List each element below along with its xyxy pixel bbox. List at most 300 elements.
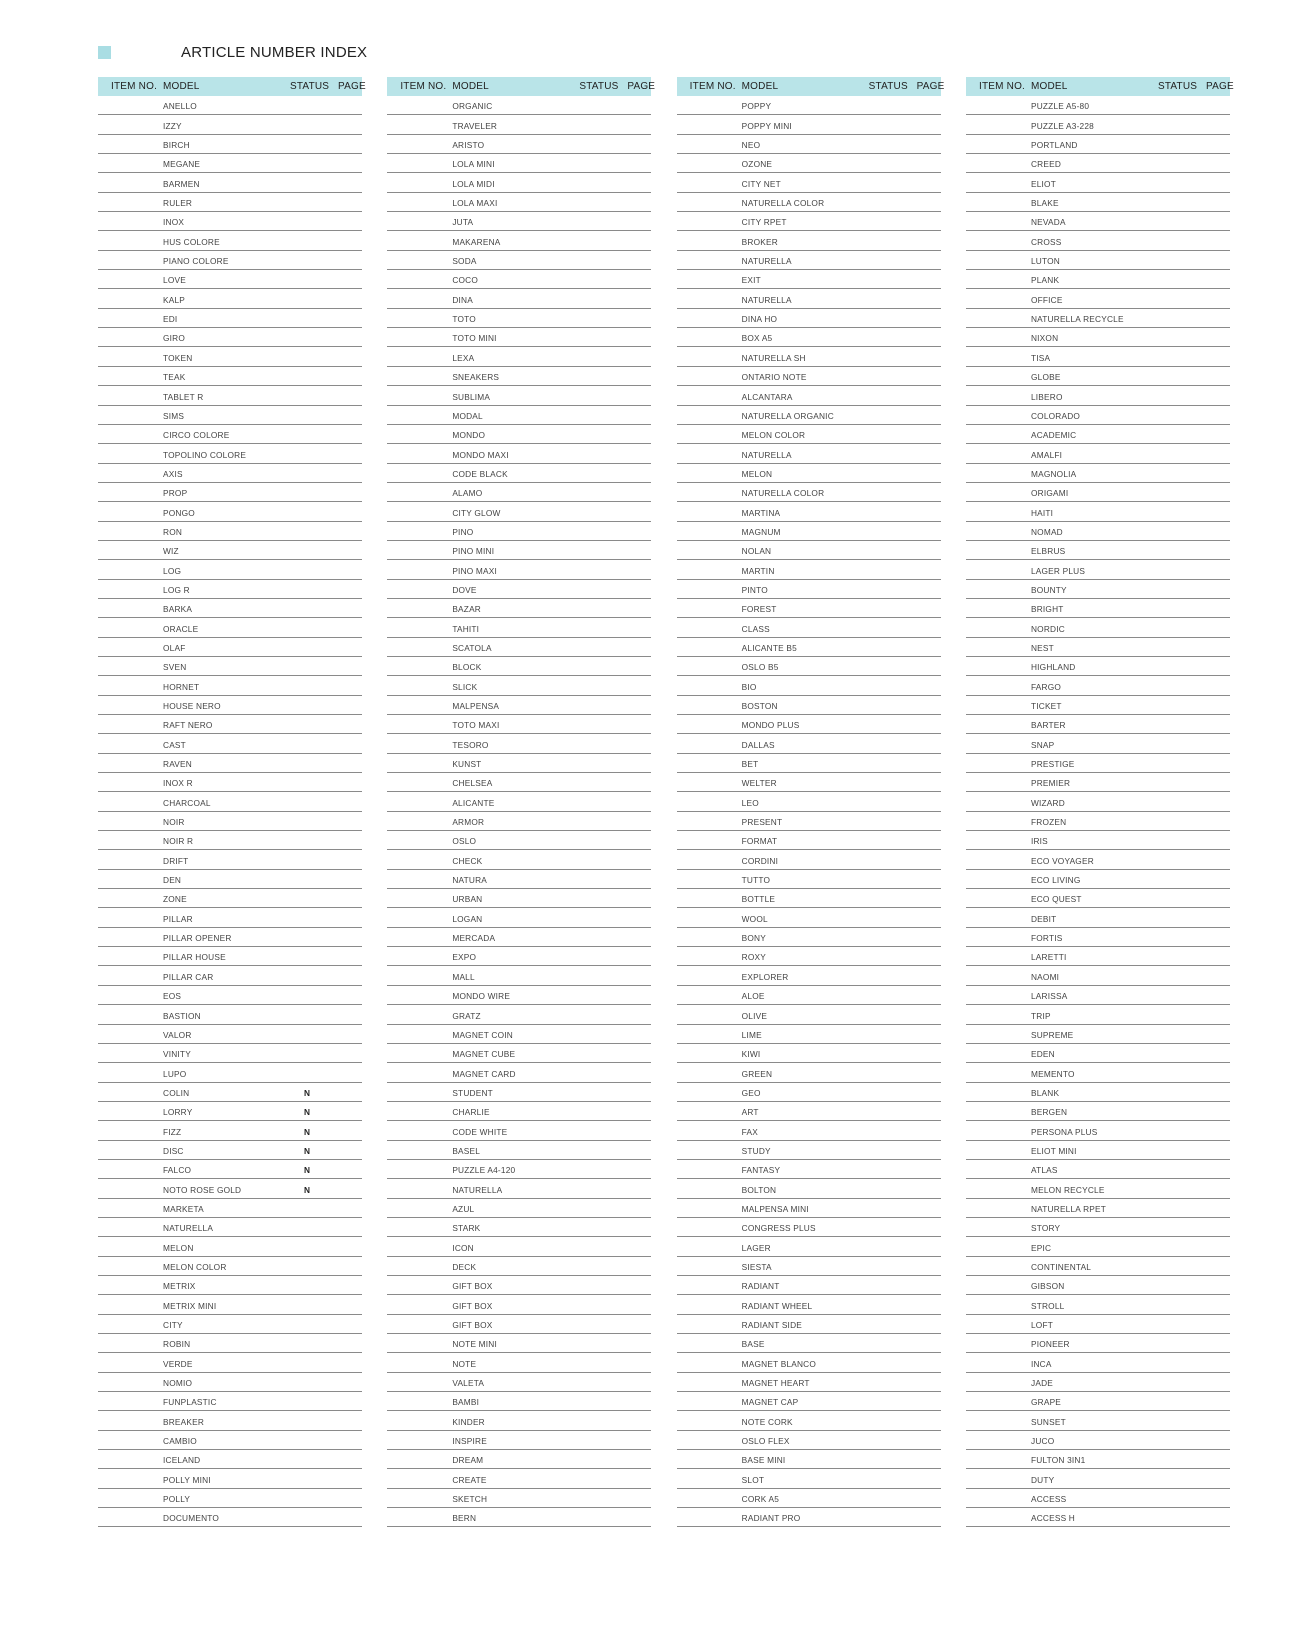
- table-row: [966, 1121, 1230, 1140]
- table-row: [966, 1392, 1230, 1411]
- model-cell: CHECK: [452, 855, 483, 866]
- table-row: [98, 560, 362, 579]
- model-cell: MAGNET CAP: [741, 1397, 799, 1408]
- model-cell: BOTTLE: [741, 894, 776, 905]
- table-row: [677, 347, 941, 366]
- model-cell: LOLA MIDI: [452, 178, 495, 189]
- model-cell: NATURELLA RPET: [1030, 1203, 1107, 1214]
- model-cell: FAX: [741, 1126, 758, 1137]
- table-row: [387, 135, 651, 154]
- model-cell: BASEL: [452, 1145, 481, 1156]
- model-cell: FIZZ: [163, 1126, 182, 1137]
- header-page: PAGE: [627, 81, 656, 92]
- model-cell: SLOT: [741, 1474, 765, 1485]
- model-cell: TOPOLINO COLORE: [163, 449, 247, 460]
- model-cell: LOFT: [1030, 1320, 1053, 1330]
- table-row: [677, 1102, 941, 1121]
- model-cell: DEBIT: [1030, 913, 1057, 924]
- model-cell: PERSONA PLUS: [1030, 1126, 1098, 1137]
- model-cell: OSLO FLEX: [741, 1436, 790, 1447]
- table-row: [966, 1102, 1230, 1121]
- table-row: [677, 773, 941, 792]
- table-row: [966, 676, 1230, 695]
- table-row: [387, 406, 651, 425]
- table-row: [966, 173, 1230, 192]
- table-row: [387, 1083, 651, 1102]
- table-row: [677, 638, 941, 657]
- model-cell: CHARLIE: [452, 1107, 490, 1118]
- model-cell: CREATE: [452, 1474, 487, 1485]
- model-cell: NOTE MINI: [452, 1339, 497, 1350]
- table-row: [677, 734, 941, 753]
- table-row: [966, 154, 1230, 173]
- model-cell: CIRCO COLORE: [163, 430, 230, 441]
- model-cell: DECK: [452, 1261, 477, 1272]
- model-cell: PILLAR: [163, 913, 193, 924]
- model-cell: PILLAR HOUSE: [163, 952, 226, 963]
- table-row: [98, 1102, 362, 1121]
- model-cell: MELON RECYCLE: [1030, 1184, 1105, 1195]
- model-cell: MALPENSA MINI: [741, 1203, 809, 1214]
- table-row: [677, 425, 941, 444]
- model-cell: KALP: [163, 294, 186, 305]
- table-row: [966, 1005, 1230, 1024]
- table-row: [98, 1508, 362, 1527]
- model-cell: LUPO: [163, 1068, 187, 1079]
- table-row: [387, 696, 651, 715]
- model-cell: MONDO MAXI: [452, 449, 509, 460]
- table-row: [677, 483, 941, 502]
- table-row: [677, 1469, 941, 1488]
- table-row: [966, 1063, 1230, 1082]
- model-cell: ACCESS: [1030, 1494, 1067, 1505]
- table-row: [966, 889, 1230, 908]
- model-cell: CAMBIO: [163, 1436, 197, 1447]
- table-row: [387, 347, 651, 366]
- model-cell: LOLA MINI: [452, 159, 495, 170]
- model-cell: AMALFI: [1030, 449, 1063, 460]
- table-row: [98, 1469, 362, 1488]
- model-cell: LOLA MAXI: [452, 198, 498, 209]
- model-cell: NATURA: [452, 875, 488, 886]
- model-cell: FULTON 3IN1: [1030, 1455, 1086, 1466]
- table-row: [98, 251, 362, 270]
- table-row: [98, 1295, 362, 1314]
- table-row: [98, 1315, 362, 1334]
- column-header: [966, 77, 1234, 96]
- model-cell: WELTER: [741, 778, 777, 789]
- model-cell: RAFT NERO: [163, 720, 213, 731]
- column-header: [677, 77, 945, 96]
- table-row: [98, 367, 362, 386]
- model-cell: FOREST: [741, 604, 777, 615]
- table-row: [98, 347, 362, 366]
- table-row: [677, 289, 941, 308]
- table-row: [387, 870, 651, 889]
- table-row: [98, 1025, 362, 1044]
- table-row: [98, 328, 362, 347]
- model-cell: SUBLIMA: [452, 391, 491, 402]
- table-row: [98, 831, 362, 850]
- table-row: [387, 618, 651, 637]
- table-row: [677, 541, 941, 560]
- table-row: [98, 850, 362, 869]
- model-cell: NIXON: [1030, 333, 1059, 344]
- table-row: [387, 464, 651, 483]
- model-cell: PROP: [163, 488, 188, 499]
- model-cell: SUNSET: [1030, 1416, 1066, 1427]
- model-cell: NATURELLA ORGANIC: [741, 410, 834, 421]
- model-cell: MODAL: [452, 410, 483, 421]
- table-row: [98, 1276, 362, 1295]
- model-cell: WIZ: [163, 546, 179, 557]
- table-row: [98, 96, 362, 115]
- table-row: [387, 444, 651, 463]
- model-cell: TESORO: [452, 739, 489, 750]
- model-cell: MEGANE: [163, 159, 201, 170]
- model-cell: ORACLE: [163, 623, 199, 634]
- page-title: ARTICLE NUMBER INDEX: [181, 44, 368, 61]
- table-row: [966, 1257, 1230, 1276]
- model-cell: FUNPLASTIC: [163, 1397, 217, 1408]
- model-cell: MELON COLOR: [741, 430, 806, 441]
- table-row: [677, 908, 941, 927]
- table-row: [677, 1237, 941, 1256]
- table-row: [677, 96, 941, 115]
- model-cell: LAGER: [741, 1242, 771, 1253]
- model-cell: METRIX MINI: [163, 1300, 217, 1311]
- table-row: [98, 309, 362, 328]
- model-cell: SIMS: [163, 410, 185, 421]
- table-row: [677, 1218, 941, 1237]
- model-cell: ROBIN: [163, 1339, 191, 1350]
- table-row: [966, 1160, 1230, 1179]
- table-row: [387, 386, 651, 405]
- model-cell: GIFT BOX: [452, 1320, 493, 1330]
- model-cell: DOVE: [452, 584, 477, 595]
- model-cell: RON: [163, 526, 183, 537]
- table-row: [98, 754, 362, 773]
- model-cell: JUCO: [1030, 1436, 1055, 1447]
- table-row: [966, 986, 1230, 1005]
- table-row: [98, 1160, 362, 1179]
- status-cell: N: [304, 1184, 311, 1195]
- column-header: [98, 77, 366, 96]
- table-row: [966, 734, 1230, 753]
- model-cell: BERN: [452, 1513, 477, 1524]
- table-row: [966, 289, 1230, 308]
- model-cell: KINDER: [452, 1416, 485, 1427]
- model-cell: NATURELLA RECYCLE: [1030, 314, 1124, 325]
- model-cell: COCO: [452, 275, 479, 286]
- table-row: [387, 154, 651, 173]
- table-row: [677, 1276, 941, 1295]
- model-cell: DUTY: [1030, 1474, 1055, 1485]
- model-cell: DINA: [452, 294, 473, 305]
- model-cell: CITY RPET: [741, 217, 787, 228]
- model-cell: EXIT: [741, 275, 761, 286]
- model-cell: COLORADO: [1030, 410, 1081, 421]
- table-row: [387, 1334, 651, 1353]
- model-cell: GIFT BOX: [452, 1300, 493, 1311]
- table-row: [966, 502, 1230, 521]
- table-row: [966, 406, 1230, 425]
- table-row: [966, 947, 1230, 966]
- model-cell: RADIANT WHEEL: [741, 1300, 813, 1311]
- table-row: [677, 966, 941, 985]
- model-cell: INOX: [163, 217, 185, 228]
- model-cell: FORMAT: [741, 836, 778, 847]
- status-cell: N: [304, 1165, 311, 1176]
- table-row: [677, 1295, 941, 1314]
- model-cell: GLOBE: [1030, 372, 1061, 383]
- model-cell: FARGO: [1030, 681, 1062, 692]
- table-row: [966, 1411, 1230, 1430]
- table-row: [966, 115, 1230, 134]
- model-cell: NATURELLA: [741, 256, 792, 267]
- table-row: [98, 773, 362, 792]
- model-cell: ICON: [452, 1242, 474, 1253]
- table-row: [677, 812, 941, 831]
- table-row: [677, 870, 941, 889]
- model-cell: METRIX: [163, 1281, 196, 1292]
- model-cell: BOUNTY: [1030, 584, 1067, 595]
- model-cell: MELON: [741, 468, 773, 479]
- table-row: [677, 309, 941, 328]
- table-row: [677, 1392, 941, 1411]
- model-cell: ICELAND: [163, 1455, 201, 1466]
- model-cell: LAGER PLUS: [1030, 565, 1086, 576]
- model-cell: IRIS: [1030, 836, 1048, 847]
- table-row: [98, 115, 362, 134]
- table-row: [98, 792, 362, 811]
- model-cell: PRESTIGE: [1030, 759, 1075, 770]
- table-row: [387, 676, 651, 695]
- model-cell: PILLAR OPENER: [163, 933, 232, 944]
- header-page: PAGE: [1205, 81, 1234, 92]
- model-cell: BROKER: [741, 236, 778, 247]
- table-row: [966, 270, 1230, 289]
- table-row: [98, 289, 362, 308]
- model-cell: IZZY: [163, 120, 182, 131]
- model-cell: EDI: [163, 314, 178, 325]
- table-row: [98, 618, 362, 637]
- table-row: [98, 1353, 362, 1372]
- table-row: [966, 580, 1230, 599]
- table-row: [98, 464, 362, 483]
- model-cell: MAGNET CARD: [452, 1068, 516, 1079]
- model-cell: URBAN: [452, 894, 483, 905]
- table-row: [966, 483, 1230, 502]
- table-row: [98, 1489, 362, 1508]
- model-cell: ROXY: [741, 952, 766, 963]
- table-row: [677, 715, 941, 734]
- table-row: [387, 1315, 651, 1334]
- model-cell: PUZZLE A3-228: [1030, 120, 1094, 131]
- model-cell: AXIS: [163, 468, 183, 479]
- model-cell: OZONE: [741, 159, 773, 170]
- model-cell: NOTE: [452, 1358, 477, 1369]
- model-cell: TISA: [1030, 352, 1051, 363]
- model-cell: POPPY: [741, 101, 772, 112]
- table-row: [677, 1025, 941, 1044]
- table-row: [677, 212, 941, 231]
- model-cell: ELIOT MINI: [1030, 1145, 1077, 1156]
- model-cell: VALOR: [163, 1029, 192, 1040]
- model-cell: NATURELLA: [452, 1184, 503, 1195]
- model-cell: STUDY: [741, 1145, 771, 1156]
- model-cell: PUZZLE A4-120: [452, 1165, 516, 1176]
- model-cell: PLANK: [1030, 275, 1060, 286]
- header-model: MODEL: [1030, 81, 1068, 92]
- model-cell: BOSTON: [741, 701, 778, 711]
- table-row: [387, 792, 651, 811]
- model-cell: BRIGHT: [1030, 604, 1064, 615]
- table-row: [98, 1179, 362, 1198]
- model-cell: BLOCK: [452, 662, 482, 673]
- model-cell: MAGNOLIA: [1030, 468, 1077, 479]
- model-cell: BIO: [741, 681, 757, 692]
- model-cell: MAGNET BLANCO: [741, 1358, 817, 1369]
- model-cell: ALCANTARA: [741, 391, 793, 402]
- header-item-no: ITEM NO.: [111, 81, 158, 92]
- model-cell: NOTO ROSE GOLD: [163, 1184, 242, 1195]
- model-cell: MAKARENA: [452, 236, 501, 247]
- table-row: [677, 1179, 941, 1198]
- model-cell: PINO MINI: [452, 546, 495, 557]
- table-row: [387, 1160, 651, 1179]
- table-row: [387, 928, 651, 947]
- model-cell: LOG R: [163, 584, 190, 595]
- model-cell: FALCO: [163, 1165, 192, 1176]
- table-row: [677, 618, 941, 637]
- model-cell: POPPY MINI: [741, 120, 792, 131]
- table-row: [966, 870, 1230, 889]
- table-row: [677, 522, 941, 541]
- model-cell: DREAM: [452, 1455, 484, 1466]
- model-cell: SIESTA: [741, 1261, 772, 1272]
- model-cell: MALL: [452, 971, 475, 982]
- table-row: [98, 1257, 362, 1276]
- model-cell: RAVEN: [163, 759, 192, 770]
- table-row: [387, 812, 651, 831]
- table-row: [677, 328, 941, 347]
- table-row: [387, 831, 651, 850]
- model-cell: MONDO WIRE: [452, 991, 511, 1002]
- table-row: [966, 193, 1230, 212]
- model-cell: BASE MINI: [741, 1455, 786, 1466]
- table-row: [98, 696, 362, 715]
- table-row: [98, 270, 362, 289]
- model-cell: CONTINENTAL: [1030, 1261, 1092, 1272]
- model-cell: MAGNET HEART: [741, 1378, 810, 1389]
- model-cell: TRAVELER: [452, 120, 498, 131]
- model-cell: LUTON: [1030, 256, 1060, 267]
- model-cell: CREED: [1030, 159, 1062, 170]
- table-row: [677, 1044, 941, 1063]
- model-cell: VALETA: [452, 1378, 485, 1389]
- table-row: [387, 1431, 651, 1450]
- table-row: [387, 1276, 651, 1295]
- table-row: [387, 1044, 651, 1063]
- model-cell: DALLAS: [741, 739, 775, 750]
- header-page: PAGE: [916, 81, 945, 92]
- model-cell: CORDINI: [741, 855, 779, 866]
- model-cell: POLLY: [163, 1494, 191, 1505]
- header-item-no: ITEM NO.: [978, 81, 1026, 92]
- table-row: [677, 231, 941, 250]
- model-cell: BLANK: [1030, 1087, 1060, 1098]
- model-cell: PILLAR CAR: [163, 971, 214, 982]
- table-row: [98, 425, 362, 444]
- table-row: [966, 696, 1230, 715]
- table-row: [966, 773, 1230, 792]
- model-cell: SNAP: [1030, 739, 1055, 750]
- header-item-no: ITEM NO.: [400, 81, 447, 92]
- table-row: [387, 908, 651, 927]
- table-row: [966, 367, 1230, 386]
- table-row: [98, 406, 362, 425]
- model-cell: NEVADA: [1030, 217, 1066, 228]
- model-cell: CITY NET: [741, 178, 781, 189]
- table-row: [387, 986, 651, 1005]
- model-cell: NATURELLA: [741, 294, 792, 305]
- table-row: [387, 173, 651, 192]
- table-row: [677, 1315, 941, 1334]
- table-row: [677, 173, 941, 192]
- model-cell: MAGNET CUBE: [452, 1049, 516, 1060]
- table-row: [677, 1257, 941, 1276]
- header-item-no: ITEM NO.: [689, 81, 736, 92]
- table-row: [387, 270, 651, 289]
- model-cell: LOGAN: [452, 913, 483, 924]
- index-column-3: [677, 77, 945, 1527]
- model-cell: MALPENSA: [452, 701, 500, 711]
- table-row: [98, 135, 362, 154]
- table-row: [98, 947, 362, 966]
- table-row: [387, 251, 651, 270]
- table-row: [98, 676, 362, 695]
- table-row: [677, 1489, 941, 1508]
- table-row: [387, 1392, 651, 1411]
- model-cell: GEO: [741, 1087, 761, 1098]
- table-row: [966, 1334, 1230, 1353]
- table-row: [966, 638, 1230, 657]
- table-row: [98, 1083, 362, 1102]
- table-row: [966, 464, 1230, 483]
- model-cell: EDEN: [1030, 1049, 1055, 1060]
- model-cell: MELON: [163, 1242, 194, 1253]
- model-cell: EXPO: [452, 952, 477, 963]
- table-row: [98, 212, 362, 231]
- table-row: [98, 1005, 362, 1024]
- model-cell: MEMENTO: [1030, 1068, 1075, 1079]
- table-row: [387, 522, 651, 541]
- model-cell: NATURELLA COLOR: [741, 198, 825, 209]
- table-row: [98, 1044, 362, 1063]
- model-cell: NOIR: [163, 817, 185, 828]
- table-row: [677, 464, 941, 483]
- model-cell: ACCESS H: [1030, 1513, 1076, 1524]
- table-row: [98, 386, 362, 405]
- model-cell: NEO: [741, 140, 761, 151]
- model-cell: LEO: [741, 797, 759, 808]
- model-cell: SODA: [452, 256, 477, 267]
- header-model: MODEL: [452, 81, 489, 92]
- table-row: [677, 928, 941, 947]
- table-row: [387, 947, 651, 966]
- table-row: [966, 309, 1230, 328]
